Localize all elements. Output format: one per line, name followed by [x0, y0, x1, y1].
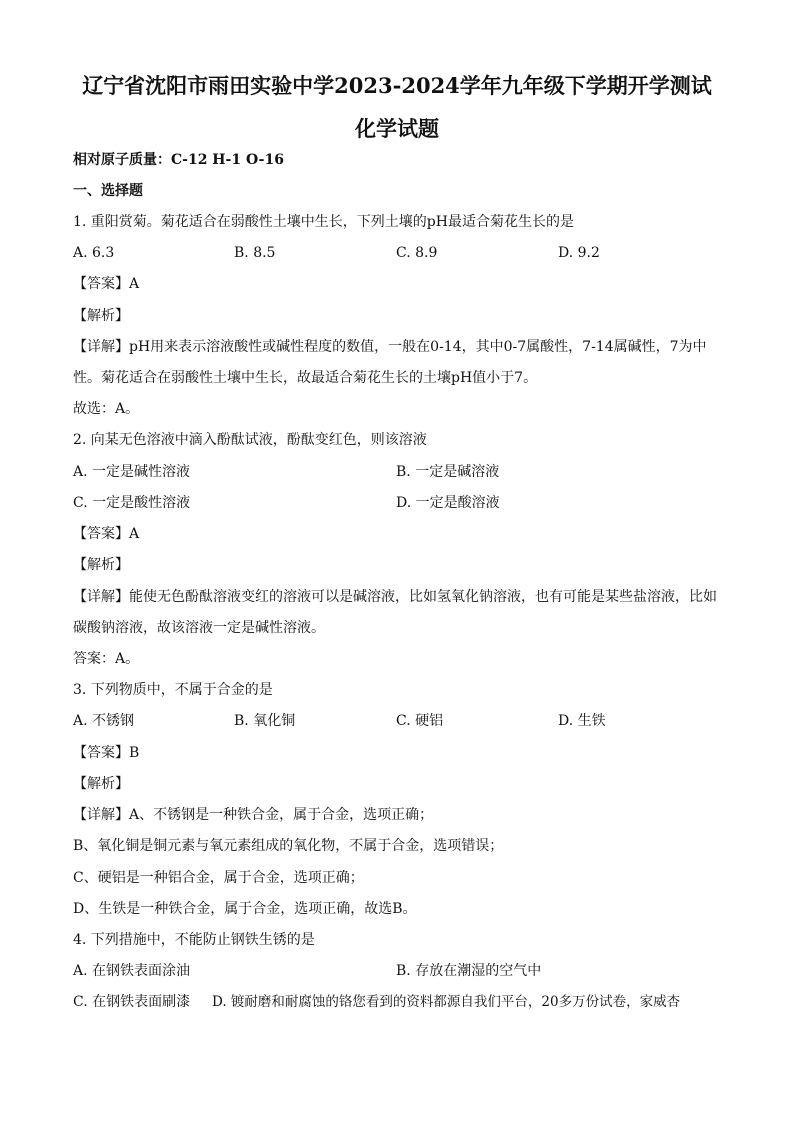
q2-detail-line1: 【详解】能使无色酚酞溶液变红的溶液可以是碱溶液，比如氢氧化钠溶液，也有可能是某些盐溶液，比如 — [73, 589, 717, 605]
q3-analysis-label: 【解析】 — [73, 776, 129, 792]
q4-option-d: D. 镀耐磨和耐腐蚀的铬您看到的资料都源自我们平台，20多万份试卷，家威杏 — [212, 994, 681, 1010]
atomic-mass-line: 相对原子质量：C-12 H-1 O-16 — [73, 152, 284, 168]
q3-detail-line2: B、氧化铜是铜元素与氧元素组成的氧化物，不属于合金，选项错误； — [73, 838, 504, 854]
question-1-stem: 1. 重阳赏菊。菊花适合在弱酸性土壤中生长，下列土壤的pH最适合菊花生长的是 — [73, 214, 574, 230]
q1-option-a: A. 6.3 — [73, 245, 115, 261]
q3-option-a: A. 不锈钢 — [73, 713, 135, 729]
q2-option-b: B. 一定是碱溶液 — [396, 464, 500, 480]
question-4-stem: 4. 下列措施中，不能防止钢铁生锈的是 — [73, 932, 315, 948]
q3-option-b: B. 氧化铜 — [234, 713, 296, 729]
q3-option-d: D. 生铁 — [558, 713, 606, 729]
q1-detail-line2: 性。菊花适合在弱酸性土壤中生长，故最适合菊花生长的土壤pH值小于7。 — [73, 370, 538, 386]
q2-option-d: D. 一定是酸溶液 — [396, 495, 500, 511]
q4-option-a: A. 在钢铁表面涂油 — [73, 963, 191, 979]
q1-option-c: C. 8.9 — [396, 245, 438, 261]
q2-option-c: C. 一定是酸性溶液 — [73, 495, 191, 511]
document-subtitle: 化学试题 — [355, 116, 439, 141]
q2-detail-line2: 碳酸钠溶液，故该溶液一定是碱性溶液。 — [73, 620, 325, 636]
document-title: 辽宁省沈阳市雨田实验中学2023-2024学年九年级下学期开学测试 — [82, 73, 712, 98]
q3-detail-line3: C、硬铝是一种铝合金，属于合金，选项正确； — [73, 870, 364, 886]
question-3-stem: 3. 下列物质中，不属于合金的是 — [73, 682, 273, 698]
q3-detail-line1: 【详解】A、不锈钢是一种铁合金，属于合金，选项正确； — [73, 807, 434, 823]
q2-analysis-label: 【解析】 — [73, 557, 129, 573]
q1-detail-line1: 【详解】pH用来表示溶液酸性或碱性程度的数值，一般在0-14，其中0-7属酸性，7-14属碱性，7为中 — [73, 339, 707, 355]
q4-option-b: B. 存放在潮湿的空气中 — [396, 963, 542, 979]
q2-answer: 【答案】A — [73, 526, 140, 542]
q1-answer: 【答案】A — [73, 276, 140, 292]
question-2-stem: 2. 向某无色溶液中滴入酚酞试液，酚酞变红色，则该溶液 — [73, 432, 427, 448]
q2-conclusion: 答案：A。 — [73, 651, 140, 667]
q2-option-a: A. 一定是碱性溶液 — [73, 464, 191, 480]
q3-option-c: C. 硬铝 — [396, 713, 444, 729]
q3-detail-line4: D、生铁是一种铁合金，属于合金，选项正确，故选B。 — [73, 901, 417, 917]
section-heading: 一、选择题 — [73, 183, 143, 199]
q1-analysis-label: 【解析】 — [73, 308, 129, 324]
q4-option-c: C. 在钢铁表面刷漆 — [73, 994, 191, 1010]
q3-answer: 【答案】B — [73, 745, 140, 761]
q1-conclusion: 故选：A。 — [73, 401, 140, 417]
q1-option-b: B. 8.5 — [234, 245, 276, 261]
q1-option-d: D. 9.2 — [558, 245, 600, 261]
